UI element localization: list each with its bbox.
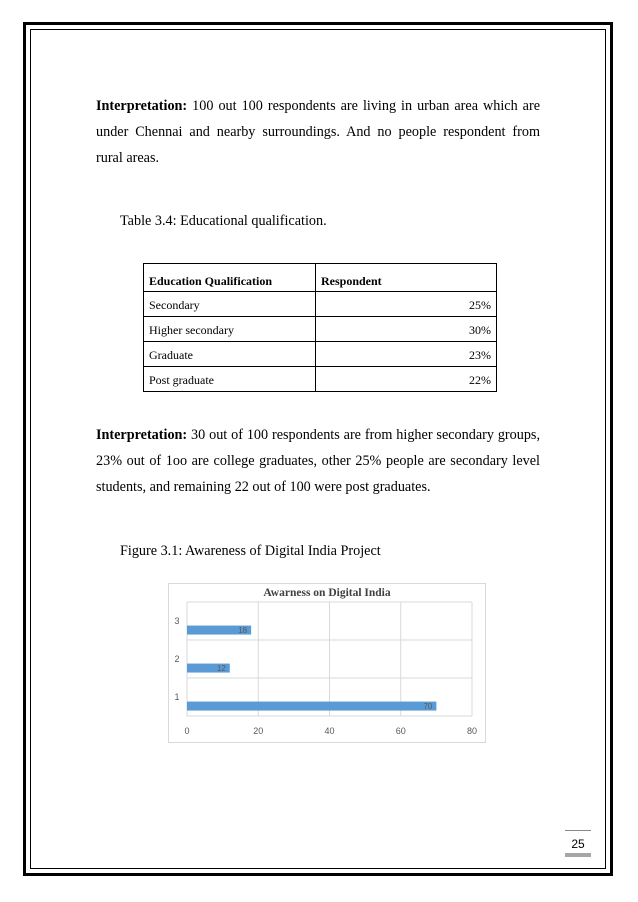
x-tick-label: 0	[184, 726, 190, 736]
page-number-bar	[565, 853, 591, 857]
interpretation-label: Interpretation:	[96, 427, 188, 443]
x-tick-label: 60	[395, 726, 406, 736]
figure-caption: Figure 3.1: Awareness of Digital India Project	[120, 543, 381, 559]
table-cell: Post graduate	[144, 367, 316, 392]
table-row	[144, 367, 497, 392]
x-tick-label: 40	[324, 726, 335, 736]
chart-bar	[187, 702, 436, 711]
interpretation-text: 30 out of 100 respondents are from higher secondary groups, 23% out of 1oo are college graduates, other 25% people are secondary level students, and remaining 22 out of 100 were post graduates.	[96, 427, 540, 495]
table-header: Respondent	[316, 264, 497, 292]
table-row	[144, 317, 497, 342]
table-cell: Secondary	[144, 292, 316, 317]
table-cell: Higher secondary	[144, 317, 316, 342]
bar-data-label: 18	[238, 626, 248, 636]
table-cell: 30%	[316, 317, 497, 342]
interpretation-paragraph-1	[96, 93, 540, 171]
bar-data-label: 12	[216, 664, 226, 674]
table-cell: Graduate	[144, 342, 316, 367]
table-cell: 25%	[316, 292, 497, 317]
y-tick-label: 3	[174, 616, 180, 626]
bar-data-label: 70	[423, 702, 433, 712]
table-row	[144, 292, 497, 317]
table-cell: 23%	[316, 342, 497, 367]
table-cell: 22%	[316, 367, 497, 392]
y-tick-label: 2	[174, 654, 180, 664]
y-tick-label: 1	[174, 692, 180, 702]
page-number-block	[565, 830, 591, 857]
x-tick-label: 20	[253, 726, 264, 736]
chart-plot	[169, 584, 485, 742]
interpretation-text: 100 out 100 respondents are living in urban area which are under Chennai and nearby surroundings. And no people respondent from rural areas.	[96, 98, 540, 166]
table-row	[144, 342, 497, 367]
interpretation-paragraph-2	[96, 422, 540, 500]
education-table	[143, 263, 497, 392]
x-tick-label: 80	[466, 726, 478, 736]
table-header: Education Qualification	[144, 264, 316, 292]
table-header-row	[144, 264, 497, 292]
chart-title: Awarness on Digital India	[263, 587, 391, 599]
table-caption: Table 3.4: Educational qualification.	[120, 213, 327, 229]
awareness-chart	[168, 583, 486, 743]
page-number: 25	[571, 837, 585, 851]
interpretation-label: Interpretation:	[96, 98, 188, 114]
